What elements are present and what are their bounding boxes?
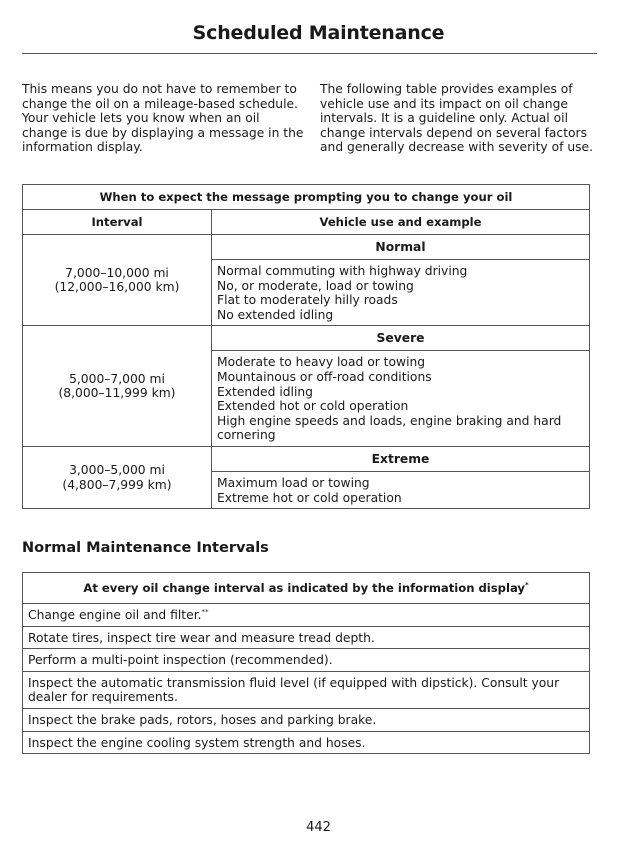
page-number: 442: [306, 820, 331, 835]
usage-item: No, or moderate, load or towing: [217, 278, 414, 293]
maintenance-item: [23, 731, 590, 754]
maintenance-table-title-text: At every oil change interval as indicated by the information display: [83, 580, 525, 595]
usage-item: Extreme hot or cold operation: [217, 490, 402, 505]
severity-extreme: Extreme: [212, 446, 590, 471]
section-heading-maintenance: Normal Maintenance Intervals: [22, 540, 269, 556]
interval-extreme: [23, 446, 212, 508]
usage-item: No extended idling: [217, 307, 334, 322]
usage-list-extreme: [212, 471, 590, 508]
maintenance-item-text: Rotate tires, inspect tire wear and measure tread depth.: [28, 630, 375, 645]
interval-kilometers: (4,800–7,999 km): [62, 477, 172, 492]
title-divider: [22, 53, 597, 54]
usage-item: Extended hot or cold operation: [217, 399, 409, 414]
maintenance-item: [23, 671, 590, 708]
intro-left-paragraph: This means you do not have to remember to change the oil on a mileage-based schedule. Your vehicle lets you know when an oil change is due by displaying a message in the information display.: [22, 82, 304, 155]
page-title: Scheduled Maintenance: [192, 22, 445, 44]
interval-miles: 3,000–5,000 mi: [69, 462, 165, 477]
usage-list-severe: [212, 351, 590, 447]
usage-item: Moderate to heavy load or towing: [217, 355, 426, 370]
interval-kilometers: (12,000–16,000 km): [54, 280, 180, 295]
maintenance-item-text: Inspect the engine cooling system strength and hoses.: [28, 735, 366, 750]
maintenance-item: [23, 604, 590, 627]
usage-item: Mountainous or off-road conditions: [217, 369, 432, 384]
usage-item: High engine speeds and loads, engine braking and hard cornering: [217, 413, 562, 443]
column-header-vehicle-use: Vehicle use and example: [212, 210, 590, 235]
maintenance-item-text: Change engine oil and filter.: [28, 608, 202, 622]
severity-normal: Normal: [212, 235, 590, 260]
interval-miles: 7,000–10,000 mi: [65, 265, 169, 280]
usage-item: Normal commuting with highway driving: [217, 264, 468, 278]
maintenance-item-text: Inspect the automatic transmission fluid level (if equipped with dipstick). Consult your dealer for requirements.: [28, 675, 560, 705]
maintenance-item-text: Inspect the brake pads, rotors, hoses and parking brake.: [28, 712, 377, 727]
maintenance-table: [22, 572, 590, 754]
interval-severe: [23, 326, 212, 447]
footnote-mark: *: [524, 580, 529, 589]
interval-normal: [23, 235, 212, 326]
usage-list-normal: [212, 260, 590, 326]
footnote-mark: **: [201, 607, 209, 616]
maintenance-table-title: [23, 573, 590, 604]
interval-kilometers: (8,000–11,999 km): [58, 386, 176, 401]
maintenance-item: [23, 708, 590, 731]
intro-right-paragraph: The following table provides examples of vehicle use and its impact on oil change intervals. It is a guideline only. Actual oil change intervals depend on several factors and generally decrease with severity of use.: [320, 82, 594, 155]
maintenance-item: [23, 649, 590, 672]
oil-table-title: When to expect the message prompting you to change your oil: [23, 185, 590, 210]
severity-severe: Severe: [212, 326, 590, 351]
maintenance-item: [23, 626, 590, 649]
column-header-interval: Interval: [23, 210, 212, 235]
usage-item: Maximum load or towing: [217, 475, 370, 490]
usage-item: Extended idling: [217, 384, 313, 399]
maintenance-item-text: Perform a multi-point inspection (recommended).: [28, 653, 333, 668]
oil-change-table: [22, 184, 590, 509]
interval-miles: 5,000–7,000 mi: [69, 371, 165, 386]
usage-item: Flat to moderately hilly roads: [217, 293, 398, 308]
